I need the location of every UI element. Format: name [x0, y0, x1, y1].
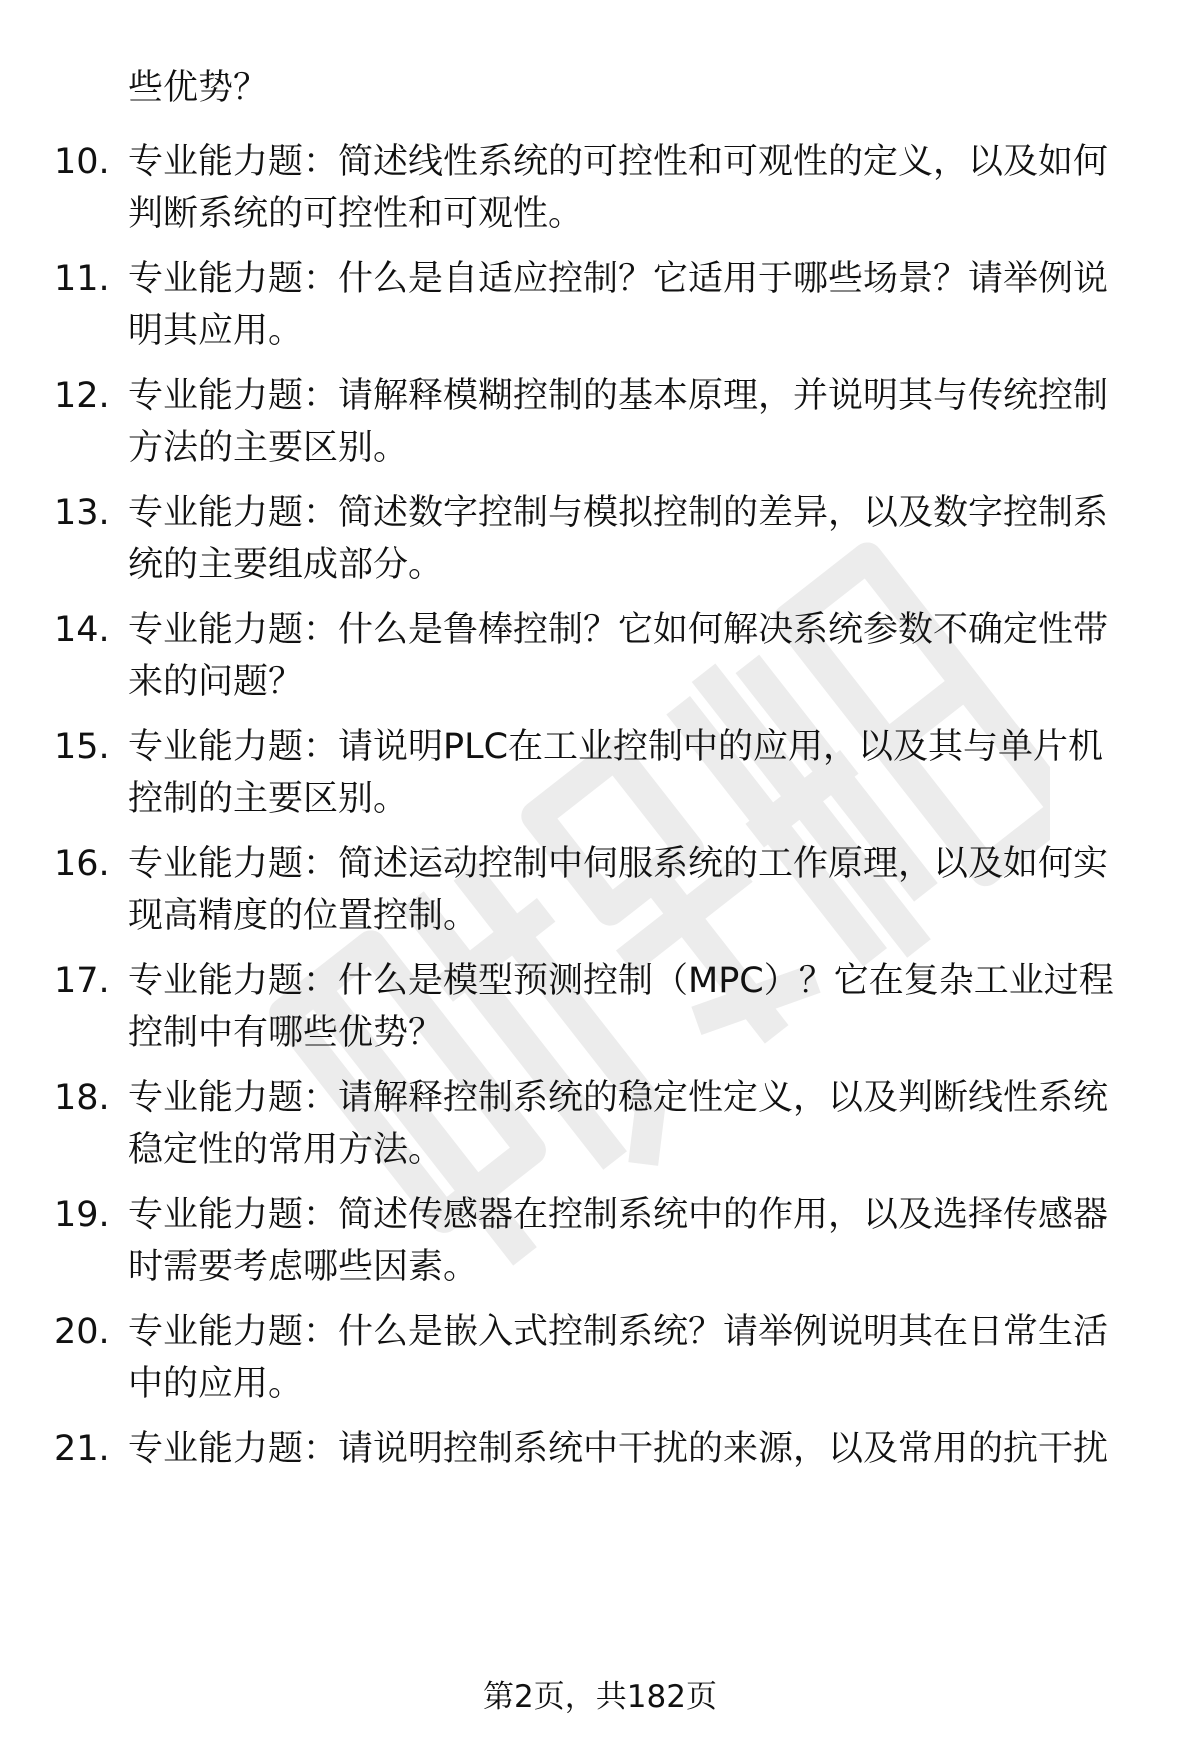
question-item	[0, 370, 1200, 490]
question-text-line: 专业能力题：简述数字控制与模拟控制的差异，以及数字控制系	[128, 493, 1109, 533]
question-number: 16.	[54, 844, 110, 884]
question-item	[0, 253, 1200, 373]
question-text-line: 专业能力题：请解释控制系统的稳定性定义，以及判断线性系统	[128, 1078, 1109, 1118]
question-item	[0, 1189, 1200, 1309]
question-number: 19.	[54, 1195, 110, 1235]
question-text-line: 中的应用。	[128, 1364, 304, 1404]
question-text	[128, 1189, 1148, 1293]
question-text-line: 控制中有哪些优势？	[128, 1013, 444, 1053]
question-text-line: 专业能力题：请解释模糊控制的基本原理，并说明其与传统控制	[128, 376, 1109, 416]
question-text-line: 专业能力题：简述传感器在控制系统中的作用，以及选择传感器	[128, 1195, 1109, 1235]
question-text-line: 稳定性的常用方法。	[128, 1130, 444, 1170]
question-text-line: 专业能力题：请说明控制系统中干扰的来源，以及常用的抗干扰	[128, 1429, 1109, 1469]
question-item	[0, 487, 1200, 607]
question-number: 15.	[54, 727, 110, 767]
question-text	[128, 955, 1148, 1059]
question-text	[128, 1423, 1148, 1475]
question-item	[0, 1306, 1200, 1426]
question-text	[128, 253, 1148, 357]
page-number-footer: 第2页，共182页	[483, 1679, 717, 1715]
question-number: 17.	[54, 961, 110, 1001]
question-text	[128, 838, 1148, 942]
question-text-line: 明其应用。	[128, 311, 304, 351]
question-text-line: 专业能力题：简述线性系统的可控性和可观性的定义，以及如何	[128, 142, 1109, 182]
question-number: 10.	[54, 142, 110, 182]
question-text	[128, 487, 1148, 591]
question-text-line: 来的问题？	[128, 662, 304, 702]
question-text-line: 专业能力题：简述运动控制中伺服系统的工作原理，以及如何实	[128, 844, 1109, 884]
previous-question-continuation: 些优势？	[128, 68, 269, 108]
question-text-line: 专业能力题：什么是模型预测控制（MPC）？它在复杂工业过程	[128, 961, 1114, 1001]
question-text-line: 判断系统的可控性和可观性。	[128, 194, 584, 234]
question-item	[0, 1072, 1200, 1192]
question-item	[0, 136, 1200, 256]
question-item	[0, 955, 1200, 1075]
question-text	[128, 1306, 1148, 1410]
question-text-line: 现高精度的位置控制。	[128, 896, 479, 936]
question-text-line: 时需要考虑哪些因素。	[128, 1247, 479, 1287]
question-text-line: 方法的主要区别。	[128, 428, 409, 468]
question-text-line: 专业能力题：什么是嵌入式控制系统？请举例说明其在日常生活	[128, 1312, 1109, 1352]
question-text-line: 专业能力题：什么是自适应控制？它适用于哪些场景？请举例说	[128, 259, 1109, 299]
question-text-line: 专业能力题：什么是鲁棒控制？它如何解决系统参数不确定性带	[128, 610, 1109, 650]
question-number: 14.	[54, 610, 110, 650]
question-number: 18.	[54, 1078, 110, 1118]
question-text-line: 统的主要组成部分。	[128, 545, 444, 585]
question-text	[128, 136, 1148, 240]
question-text-line: 控制的主要区别。	[128, 779, 409, 819]
question-number: 13.	[54, 493, 110, 533]
question-number: 20.	[54, 1312, 110, 1352]
question-text	[128, 721, 1148, 825]
question-item	[0, 1423, 1200, 1483]
question-text	[128, 370, 1148, 474]
question-text	[128, 1072, 1148, 1176]
question-item	[0, 721, 1200, 841]
question-text	[128, 604, 1148, 708]
question-item	[0, 604, 1200, 724]
question-number: 11.	[54, 259, 110, 299]
question-item	[0, 838, 1200, 958]
question-number: 12.	[54, 376, 110, 416]
question-text-line: 专业能力题：请说明PLC在工业控制中的应用，以及其与单片机	[128, 727, 1104, 767]
question-number: 21.	[54, 1429, 110, 1469]
